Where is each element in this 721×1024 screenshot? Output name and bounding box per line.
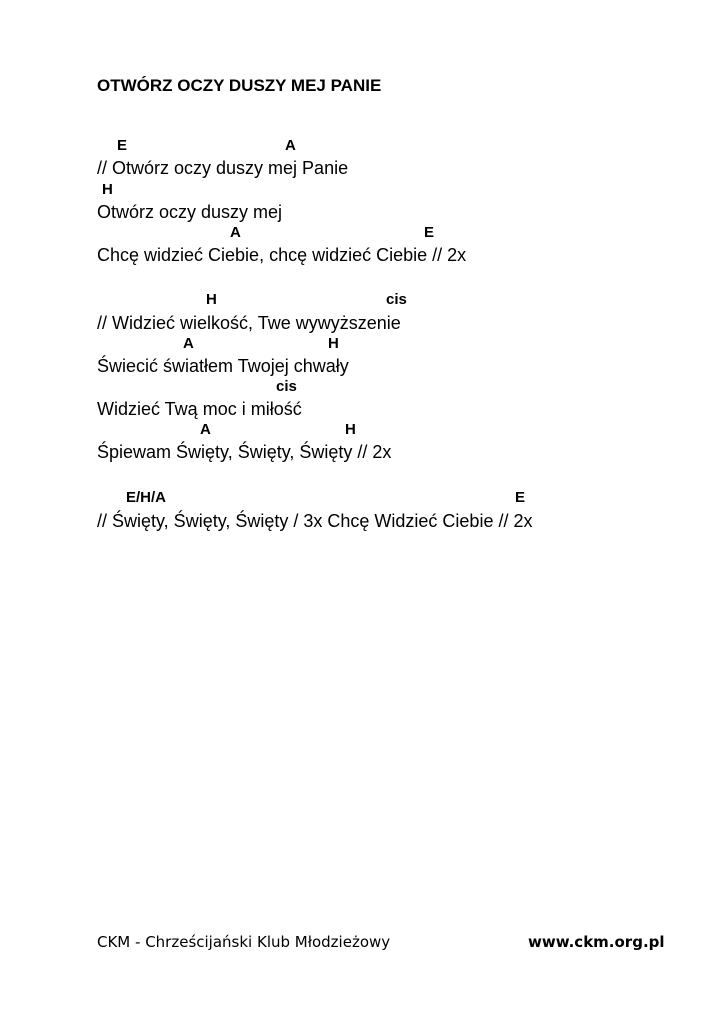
lyric-line: Świecić światłem Twojej chwały: [97, 356, 349, 376]
footer-organization: CKM - Chrześcijański Klub Młodzieżowy: [97, 933, 391, 951]
chord: A: [200, 421, 211, 438]
lyric-line: Widzieć Twą moc i miłość: [97, 399, 302, 419]
lyric-line: // Święty, Święty, Święty / 3x Chcę Widzieć Ciebie // 2x: [97, 511, 533, 531]
chord: E/H/A: [126, 489, 167, 506]
chord: cis: [276, 378, 297, 395]
chord: H: [206, 291, 217, 308]
lyric-line: Chcę widzieć Ciebie, chcę widzieć Ciebie // 2x: [97, 245, 467, 265]
chord: H: [345, 421, 356, 438]
footer-website: www.ckm.org.pl: [528, 933, 665, 951]
lyric-line: Otwórz oczy duszy mej: [97, 202, 283, 222]
lyric-line: // Widzieć wielkość, Twe wywyższenie: [97, 313, 401, 333]
chord: H: [102, 181, 113, 198]
chord: A: [183, 335, 194, 352]
chord: E: [515, 489, 526, 506]
lyric-line: Śpiewam Święty, Święty, Święty // 2x: [97, 442, 392, 462]
lyric-line: // Otwórz oczy duszy mej Panie: [97, 158, 349, 178]
song-title: OTWÓRZ OCZY DUSZY MEJ PANIE: [97, 76, 382, 95]
chord: cis: [386, 291, 407, 308]
chord: A: [285, 137, 296, 154]
chord: E: [424, 224, 435, 241]
chord: H: [328, 335, 339, 352]
chord: E: [117, 137, 128, 154]
chord: A: [230, 224, 241, 241]
